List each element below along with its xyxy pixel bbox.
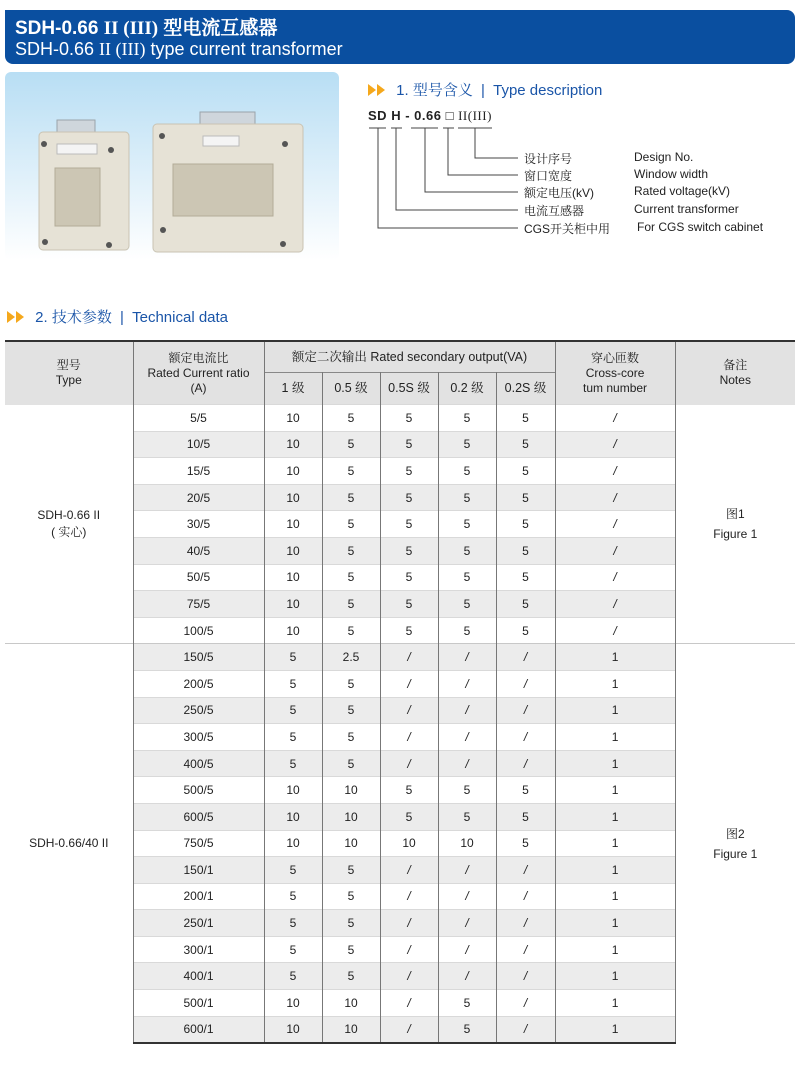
cell-class-0-5: 10 xyxy=(322,1016,380,1043)
cell-class-0-5s: 5 xyxy=(380,431,438,458)
cell-class-0-5s: / xyxy=(380,670,438,697)
section1-title-cn: 型号含义 xyxy=(412,82,473,99)
cell-ratio: 10/5 xyxy=(133,431,264,458)
header-class-0-2s: 0.2S 级 xyxy=(496,373,555,405)
cell-turns: 1 xyxy=(555,936,675,963)
cell-ratio: 100/5 xyxy=(133,617,264,644)
header-type-cn: 型号 xyxy=(56,358,81,373)
cell-class-0-2s: / xyxy=(496,963,555,990)
cell-class-0-5: 10 xyxy=(322,803,380,830)
section2-number: 2. xyxy=(35,309,48,326)
cell-class-0-2s: 5 xyxy=(496,537,555,564)
cell-class-1: 10 xyxy=(264,405,322,432)
header-turns xyxy=(555,341,675,405)
cell-turns: / xyxy=(555,484,675,511)
cell-notes xyxy=(675,644,795,1043)
banner-suffix-en: type current transformer xyxy=(150,39,343,59)
cell-class-0-2s: / xyxy=(496,724,555,751)
cell-class-0-2: 10 xyxy=(438,830,496,857)
cell-class-0-2: / xyxy=(438,910,496,937)
cell-class-0-5: 5 xyxy=(322,883,380,910)
code-sd: SD xyxy=(368,108,388,123)
cell-class-0-2: / xyxy=(438,697,496,724)
cell-ratio: 75/5 xyxy=(133,591,264,618)
cell-turns: / xyxy=(555,617,675,644)
cell-turns: / xyxy=(555,458,675,485)
cell-class-0-5: 5 xyxy=(322,750,380,777)
product-photo xyxy=(5,72,339,260)
code-voltage: 0.66 xyxy=(414,108,442,123)
header-class-0-5: 0.5 级 xyxy=(322,373,380,405)
cell-class-0-5: 5 xyxy=(322,963,380,990)
cell-class-0-5s: 5 xyxy=(380,458,438,485)
cell-ratio: 150/1 xyxy=(133,857,264,884)
cell-class-0-2s: 5 xyxy=(496,617,555,644)
cell-ratio: 15/5 xyxy=(133,458,264,485)
cell-ratio: 400/1 xyxy=(133,963,264,990)
type-model: SDH-0.66/40 II xyxy=(29,836,109,851)
cell-class-1: 10 xyxy=(264,777,322,804)
cell-class-0-2: 5 xyxy=(438,511,496,538)
cell-class-1: 5 xyxy=(264,963,322,990)
leader-cgs xyxy=(378,128,518,228)
table-row xyxy=(5,405,795,432)
cell-class-0-2s: 5 xyxy=(496,830,555,857)
notes-figure-cn: 图1 xyxy=(725,506,745,521)
type-code xyxy=(368,108,492,124)
code-design: II(III) xyxy=(458,108,492,123)
header-notes-en: Notes xyxy=(719,373,751,388)
code-dash: - xyxy=(405,108,411,123)
cell-turns: 1 xyxy=(555,724,675,751)
section1-separator: | xyxy=(481,82,485,99)
cell-class-0-2s: / xyxy=(496,883,555,910)
cell-class-0-5: 5 xyxy=(322,537,380,564)
cell-class-1: 10 xyxy=(264,990,322,1017)
cell-turns: / xyxy=(555,537,675,564)
cell-ratio: 750/5 xyxy=(133,830,264,857)
cell-class-1: 5 xyxy=(264,697,322,724)
cell-class-0-2s: 5 xyxy=(496,431,555,458)
cell-ratio: 200/5 xyxy=(133,670,264,697)
cell-ratio: 300/1 xyxy=(133,936,264,963)
cell-class-0-2: / xyxy=(438,857,496,884)
cell-class-0-2s: / xyxy=(496,697,555,724)
code-box: □ xyxy=(445,108,454,123)
cell-turns: / xyxy=(555,564,675,591)
cell-turns: 1 xyxy=(555,777,675,804)
section1-title-en: Type description xyxy=(493,82,603,99)
cell-class-0-2: 5 xyxy=(438,591,496,618)
cell-turns: / xyxy=(555,591,675,618)
cell-class-0-5s: 5 xyxy=(380,511,438,538)
header-ratio-cn: 额定电流比 xyxy=(168,350,229,365)
cell-turns: 1 xyxy=(555,750,675,777)
cell-class-0-5: 5 xyxy=(322,910,380,937)
legend-design-cn: 设计序号 xyxy=(524,152,573,166)
cell-class-0-2s: 5 xyxy=(496,591,555,618)
leader-voltage xyxy=(425,128,518,192)
cell-class-0-2s: 5 xyxy=(496,458,555,485)
cell-class-0-2: / xyxy=(438,670,496,697)
header-ratio-en: Rated Current ratio xyxy=(147,365,250,380)
cell-class-0-2: 5 xyxy=(438,777,496,804)
cell-class-0-5: 5 xyxy=(322,511,380,538)
header-class-1: 1 级 xyxy=(264,373,322,405)
banner-title-en xyxy=(15,39,343,60)
cell-class-0-2s: 5 xyxy=(496,405,555,432)
legend-transformer-cn: 电流互感器 xyxy=(524,204,585,218)
cell-class-0-5s: 5 xyxy=(380,617,438,644)
header-notes xyxy=(675,341,795,405)
cell-class-1: 10 xyxy=(264,484,322,511)
cell-class-1: 5 xyxy=(264,750,322,777)
cell-class-1: 5 xyxy=(264,857,322,884)
leader-transformer xyxy=(396,128,518,210)
cell-class-1: 10 xyxy=(264,617,322,644)
cell-class-0-2: 5 xyxy=(438,458,496,485)
section2-title-cn: 技术参数 xyxy=(51,309,112,326)
cell-class-0-5s: / xyxy=(380,857,438,884)
cell-class-0-5s: / xyxy=(380,883,438,910)
cell-class-0-2: / xyxy=(438,724,496,751)
cell-turns: 1 xyxy=(555,883,675,910)
banner-roman-en: II (III) xyxy=(99,39,146,59)
cell-class-1: 5 xyxy=(264,936,322,963)
cell-class-0-5: 10 xyxy=(322,990,380,1017)
legend-transformer-en: Current transformer xyxy=(634,202,739,216)
header-turns-en1: Cross-core xyxy=(585,365,645,380)
cell-class-0-5: 5 xyxy=(322,564,380,591)
cell-ratio: 600/1 xyxy=(133,1016,264,1043)
cell-class-0-2: 5 xyxy=(438,537,496,564)
section-technical-data-title xyxy=(7,306,228,327)
cell-class-1: 10 xyxy=(264,803,322,830)
cell-class-1: 5 xyxy=(264,724,322,751)
cell-class-1: 5 xyxy=(264,670,322,697)
cell-class-0-2: 5 xyxy=(438,990,496,1017)
cell-class-0-5s: / xyxy=(380,644,438,671)
cell-class-0-5s: / xyxy=(380,990,438,1017)
cell-ratio: 600/5 xyxy=(133,803,264,830)
page-banner xyxy=(5,10,795,64)
legend-window-en: Window width xyxy=(634,167,709,181)
cell-class-0-2s: 5 xyxy=(496,803,555,830)
cell-class-0-5s: 5 xyxy=(380,777,438,804)
cell-turns: 1 xyxy=(555,670,675,697)
header-type-en: Type xyxy=(55,373,82,388)
banner-suffix-cn: 型电流互感器 xyxy=(163,18,278,39)
banner-model: SDH-0.66 xyxy=(15,18,99,39)
cell-ratio: 300/5 xyxy=(133,724,264,751)
cell-class-0-5s: / xyxy=(380,697,438,724)
legend-window-cn: 窗口宽度 xyxy=(524,169,573,183)
cell-turns: 1 xyxy=(555,830,675,857)
cell-class-0-2s: / xyxy=(496,990,555,1017)
cell-class-0-2s: / xyxy=(496,750,555,777)
header-class-0-5s: 0.5S 级 xyxy=(380,373,438,405)
cell-class-0-5: 5 xyxy=(322,431,380,458)
cell-class-0-5s: 5 xyxy=(380,564,438,591)
cell-class-0-5: 5 xyxy=(322,591,380,618)
cell-class-0-2s: 5 xyxy=(496,484,555,511)
cell-class-0-5: 2.5 xyxy=(322,644,380,671)
double-arrow-right-icon xyxy=(368,83,386,100)
cell-ratio: 400/5 xyxy=(133,750,264,777)
cell-class-0-5s: 5 xyxy=(380,803,438,830)
header-type xyxy=(5,341,133,405)
cell-turns: 1 xyxy=(555,697,675,724)
cell-class-0-2s: 5 xyxy=(496,777,555,804)
leader-design xyxy=(475,128,518,158)
notes-figure-en: Figure 1 xyxy=(713,846,758,861)
cell-class-1: 10 xyxy=(264,458,322,485)
cell-ratio: 500/1 xyxy=(133,990,264,1017)
section1-number: 1. xyxy=(396,82,409,99)
cell-ratio: 250/1 xyxy=(133,910,264,937)
cell-class-0-2: / xyxy=(438,963,496,990)
cell-class-0-2: / xyxy=(438,936,496,963)
cell-ratio: 250/5 xyxy=(133,697,264,724)
small-nameplate xyxy=(57,144,97,154)
double-arrow-right-icon xyxy=(7,310,25,327)
large-transformer-window xyxy=(173,164,273,216)
cell-class-1: 5 xyxy=(264,910,322,937)
cell-class-0-2: 5 xyxy=(438,405,496,432)
cell-class-0-5s: / xyxy=(380,1016,438,1043)
cell-class-0-5s: / xyxy=(380,724,438,751)
cell-class-0-2s: 5 xyxy=(496,511,555,538)
cell-class-0-5s: / xyxy=(380,963,438,990)
cell-turns: 1 xyxy=(555,963,675,990)
banner-model-en: SDH-0.66 xyxy=(15,39,95,59)
cell-class-0-5: 5 xyxy=(322,670,380,697)
leader-window xyxy=(448,128,518,175)
cell-class-0-5s: / xyxy=(380,936,438,963)
section2-title-en: Technical data xyxy=(132,309,229,326)
cell-class-0-2: 5 xyxy=(438,617,496,644)
legend-cgs-cn: CGS开关柜中用 xyxy=(524,222,611,236)
cell-class-1: 10 xyxy=(264,1016,322,1043)
type-variant: ( 实心) xyxy=(51,524,87,539)
cell-class-0-2: / xyxy=(438,750,496,777)
cell-class-0-5s: 5 xyxy=(380,591,438,618)
cell-class-0-5s: / xyxy=(380,750,438,777)
cell-ratio: 40/5 xyxy=(133,537,264,564)
cell-class-0-5s: 5 xyxy=(380,405,438,432)
cell-class-1: 5 xyxy=(264,644,322,671)
header-turns-en2: tum number xyxy=(583,380,648,395)
cell-class-1: 10 xyxy=(264,431,322,458)
cell-class-0-5: 5 xyxy=(322,484,380,511)
cell-turns: 1 xyxy=(555,1016,675,1043)
cell-notes xyxy=(675,405,795,644)
cell-ratio: 20/5 xyxy=(133,484,264,511)
cell-ratio: 200/1 xyxy=(133,883,264,910)
cell-type xyxy=(5,405,133,644)
cell-class-0-2s: / xyxy=(496,936,555,963)
type-model: SDH-0.66 II xyxy=(37,507,101,522)
cell-class-0-2: 5 xyxy=(438,431,496,458)
small-transformer-window xyxy=(55,168,100,226)
cell-class-0-5: 5 xyxy=(322,697,380,724)
header-notes-cn: 备注 xyxy=(723,358,748,373)
cell-type xyxy=(5,644,133,1043)
cell-turns: 1 xyxy=(555,803,675,830)
cell-turns: / xyxy=(555,405,675,432)
table-body xyxy=(5,405,795,1044)
cell-class-0-2s: / xyxy=(496,644,555,671)
cell-class-0-2s: / xyxy=(496,1016,555,1043)
code-h: H xyxy=(391,108,402,123)
cell-class-0-2s: / xyxy=(496,670,555,697)
legend-voltage-en: Rated voltage(kV) xyxy=(634,184,731,198)
table-row xyxy=(5,644,795,671)
cell-class-0-5s: 10 xyxy=(380,830,438,857)
cell-ratio: 50/5 xyxy=(133,564,264,591)
header-ratio xyxy=(133,341,264,405)
cell-class-0-2: / xyxy=(438,644,496,671)
cell-class-0-2: / xyxy=(438,883,496,910)
cell-ratio: 30/5 xyxy=(133,511,264,538)
cell-class-0-5s: / xyxy=(380,910,438,937)
section-type-description-title xyxy=(368,79,602,100)
cell-class-0-2: 5 xyxy=(438,484,496,511)
cell-class-1: 10 xyxy=(264,537,322,564)
cell-class-0-5: 5 xyxy=(322,724,380,751)
legend-cgs-en: For CGS switch cabinet xyxy=(637,220,764,234)
cell-class-0-2s: / xyxy=(496,857,555,884)
cell-class-0-2s: / xyxy=(496,910,555,937)
cell-turns: 1 xyxy=(555,910,675,937)
cell-class-1: 10 xyxy=(264,564,322,591)
cell-turns: 1 xyxy=(555,857,675,884)
current-transformers-illustration xyxy=(5,72,339,260)
cell-class-1: 10 xyxy=(264,511,322,538)
cell-class-0-2s: 5 xyxy=(496,564,555,591)
cell-class-0-5s: 5 xyxy=(380,484,438,511)
cell-turns: / xyxy=(555,431,675,458)
header-ratio-unit: (A) xyxy=(190,380,207,395)
cell-turns: 1 xyxy=(555,644,675,671)
header-output: 额定二次输出 Rated secondary output(VA) xyxy=(264,341,555,373)
cell-class-0-5: 5 xyxy=(322,617,380,644)
cell-ratio: 5/5 xyxy=(133,405,264,432)
cell-class-0-2: 5 xyxy=(438,803,496,830)
notes-figure-cn: 图2 xyxy=(725,826,745,841)
cell-turns: / xyxy=(555,511,675,538)
banner-roman: II (III) xyxy=(103,18,159,39)
cell-class-0-5s: 5 xyxy=(380,537,438,564)
cell-class-0-2: 5 xyxy=(438,564,496,591)
cell-class-1: 5 xyxy=(264,883,322,910)
technical-data-table xyxy=(5,340,795,1044)
legend-design-en: Design No. xyxy=(634,150,694,164)
cell-ratio: 150/5 xyxy=(133,644,264,671)
cell-turns: 1 xyxy=(555,990,675,1017)
header-class-0-2: 0.2 级 xyxy=(438,373,496,405)
cell-class-0-5: 5 xyxy=(322,405,380,432)
cell-class-0-5: 5 xyxy=(322,936,380,963)
notes-figure-en: Figure 1 xyxy=(713,526,758,541)
cell-class-0-2: 5 xyxy=(438,1016,496,1043)
cell-class-1: 10 xyxy=(264,830,322,857)
cell-ratio: 500/5 xyxy=(133,777,264,804)
banner-title-cn xyxy=(15,13,277,40)
cell-class-0-5: 5 xyxy=(322,857,380,884)
cell-class-0-5: 5 xyxy=(322,458,380,485)
cell-class-1: 10 xyxy=(264,591,322,618)
cell-class-0-5: 10 xyxy=(322,777,380,804)
cell-class-0-5: 10 xyxy=(322,830,380,857)
header-turns-cn: 穿心匝数 xyxy=(591,350,640,365)
legend-voltage-cn: 额定电压(kV) xyxy=(524,186,594,200)
large-nameplate xyxy=(203,136,239,146)
section2-separator: | xyxy=(120,309,124,326)
